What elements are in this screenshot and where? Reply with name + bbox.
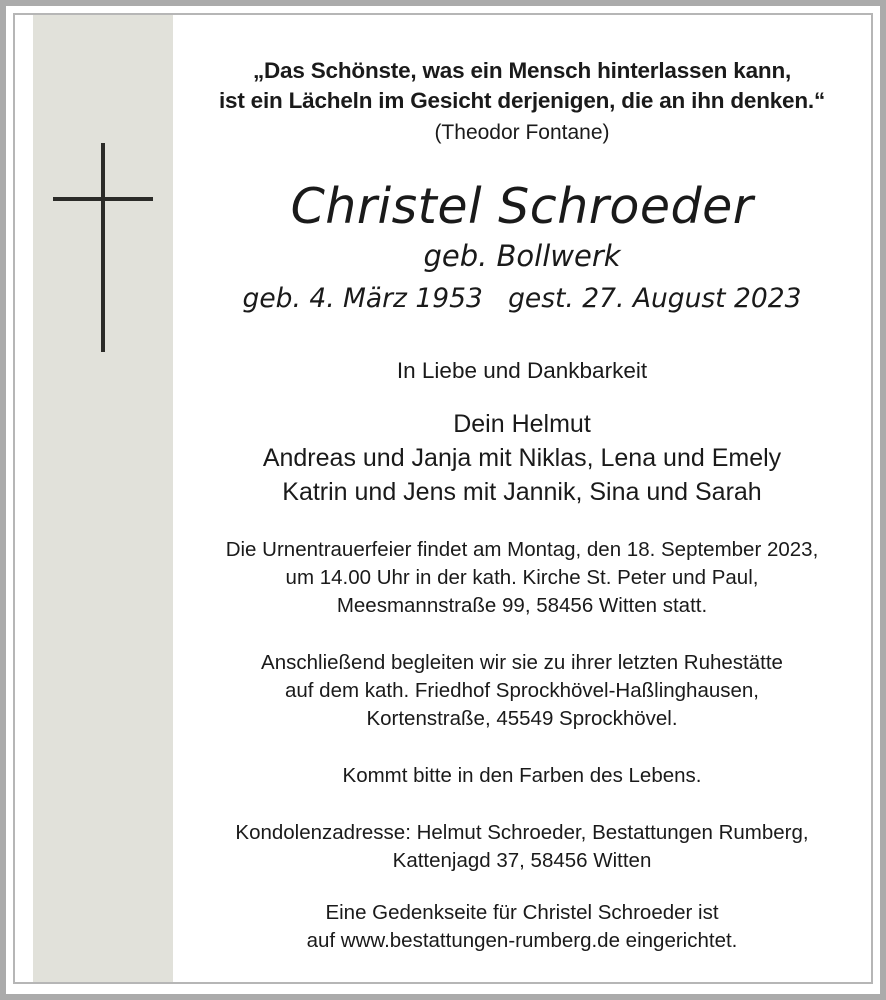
condolence-line-2: Kattenjagd 37, 58456 Witten bbox=[392, 849, 652, 872]
burial-line-1: Anschließend begleiten wir sie zu ihrer letzten Ruhestätte bbox=[261, 651, 783, 674]
memorial-quote bbox=[173, 56, 871, 116]
memorial-page-line-2: auf www.bestattungen-rumberg.de eingerichtet. bbox=[306, 929, 738, 952]
condolence-address bbox=[173, 819, 871, 875]
service-line-2: um 14.00 Uhr in der kath. Kirche St. Peter und Paul, bbox=[285, 566, 759, 589]
surviving-family bbox=[173, 407, 871, 509]
family-line-1: Dein Helmut bbox=[453, 410, 591, 438]
deceased-name: Christel Schroeder bbox=[290, 178, 754, 235]
gratitude-line: In Liebe und Dankbarkeit bbox=[396, 358, 648, 383]
memorial-page-note bbox=[173, 899, 871, 955]
quote-author: (Theodor Fontane) bbox=[434, 121, 610, 144]
family-line-2: Andreas und Janja mit Niklas, Lena und Emely bbox=[262, 444, 782, 472]
quote-line-1: „Das Schönste, was ein Mensch hinterlassen kann, bbox=[252, 58, 792, 83]
service-line-1: Die Urnentrauerfeier findet am Montag, den 18. September 2023, bbox=[225, 538, 819, 561]
condolence-line-1: Kondolenzadresse: Helmut Schroeder, Bestattungen Rumberg, bbox=[235, 821, 809, 844]
notice-card bbox=[15, 15, 871, 982]
notice-text-column bbox=[173, 15, 871, 982]
burial-line-2: auf dem kath. Friedhof Sprockhövel-Haßlinghausen, bbox=[284, 679, 760, 702]
dress-request: Kommt bitte in den Farben des Lebens. bbox=[342, 764, 702, 787]
burial-line-3: Kortenstraße, 45549 Sprockhövel. bbox=[366, 707, 678, 730]
memorial-page-line-1: Eine Gedenkseite für Christel Schroeder ist bbox=[325, 901, 719, 924]
deceased-maiden-name: geb. Bollwerk bbox=[423, 239, 621, 273]
decorative-side-panel bbox=[33, 15, 173, 982]
christian-cross-icon bbox=[51, 143, 155, 358]
burial-details bbox=[173, 649, 871, 733]
service-line-3: Meesmannstraße 99, 58456 Witten statt. bbox=[336, 594, 708, 617]
family-line-3: Katrin und Jens mit Jannik, Sina und Sarah bbox=[282, 478, 762, 506]
quote-line-2: ist ein Lächeln im Gesicht derjenigen, die an ihn denken.“ bbox=[218, 88, 826, 113]
service-details bbox=[173, 536, 871, 620]
deceased-dates: geb. 4. März 1953 gest. 27. August 2023 bbox=[242, 283, 802, 314]
